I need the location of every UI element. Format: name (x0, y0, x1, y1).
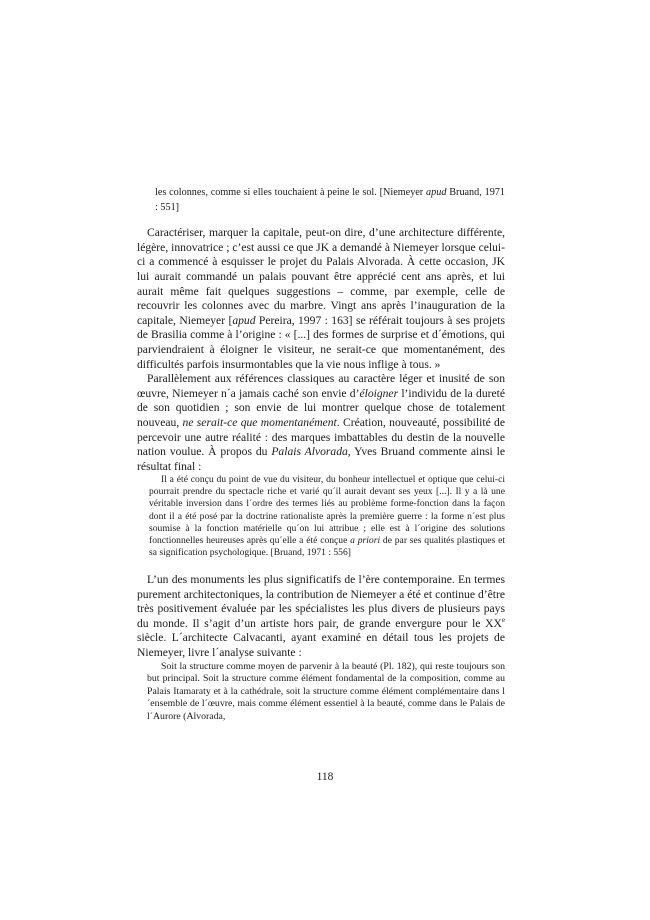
block-quote-calvacanti: Soit la structure comme moyen de parvenir à la beauté (Pl. 182), qui reste toujours son but principal. Soit la structure comme élément fondamental de la composition, comme au Palais Itamaraty et à la cathédrale, soit la structure comme élément complémentaire dans l´ensemble de l´œuvre, mais comme élément essentiel à la beauté, comme dans le Palais de l´Aurore (Alvorada, (147, 660, 505, 722)
spacer (137, 215, 505, 226)
paragraph-3: L’un des monuments les plus significatifs de l’ère contemporaine. En termes purement architectoniques, la contribution de Niemeyer a été et continue d’être très positivement évaluée par les spécialistes les plus divers de plusieurs pays du monde. Il s’agit d’un artiste hors pair, de grande envergure pour le XXe siècle. L´architecte Calvacanti, ayant examiné en détail tous les projets de Niemeyer, livre l´analyse suivante : (137, 572, 505, 659)
paragraph-2: Parallèlement aux références classiques au caractère léger et inusité de son œuvre, Niemeyer n´a jamais caché son envie d’éloigner l’individu de la dureté de son quotidien ; son envie de lui montrer quelque chose de totalement nouveau, ne serait-ce que momentanément. Création, nouveauté, possibilité de percevoir une autre réalité : des marques imbattables du destin de la nouvelle nation voulue. À propos du Palais Alvorada, Yves Bruand commente ainsi le résultat final : (137, 372, 505, 473)
page-body (137, 186, 505, 723)
opening-quote: les colonnes, comme si elles touchaient à peine le sol. [Niemeyer apud Bruand, 1971 : 551] (155, 187, 505, 213)
page-number: 118 (316, 771, 334, 783)
citation-apud: apud (426, 187, 447, 198)
spacer (137, 559, 505, 573)
block-quote-bruand: Il a été conçu du point de vue du visiteur, du bonheur intellectuel et optique que celui-ci pourrait prendre du spectacle riche et varié qu´il aurait devant ses yeux [...]. Il y a là une véritable inversion dans l´ordre des termes liés au problème forme-fonction dans la façon dont il a été posé par la doctrine rationaliste après la première guerre : la forme n´est plus soumise à la fonction matérielle qu´on lui attribue ; elle est à l´origine des solutions fonctionnelles heureuses après qu´elle a été conçue a priori de par ses qualités plastiques et sa signification psychologique. [Bruand, 1971 : 556] (149, 474, 506, 558)
paragraph-1: Caractériser, marquer la capitale, peut-on dire, d’une architecture différente, légère, innovatrice ; c’est aussi ce que JK a demandé à Niemeyer lorsque celui-ci a commencé à esquisser le projet du Palais Alvorada. À cette occasion, JK lui aurait commandé un palais pouvant être apprécié cent ans après, et lui aurait même fait quelques suggestions – comme, par exemple, celle de recouvrir les colonnes avec du marbre. Vingt ans après l’inauguration de la capitale, Niemeyer [apud Pereira, 1997 : 163] se référait toujours à ses projets de Brasilia comme à l’origine : « [...] des formes de surprise et d´émotions, qui parviendraient à éloigner le visiteur, ne serait-ce que momentanément, des difficultés parfois insurmontables que la vie nous inflige à tous. » (137, 226, 505, 371)
